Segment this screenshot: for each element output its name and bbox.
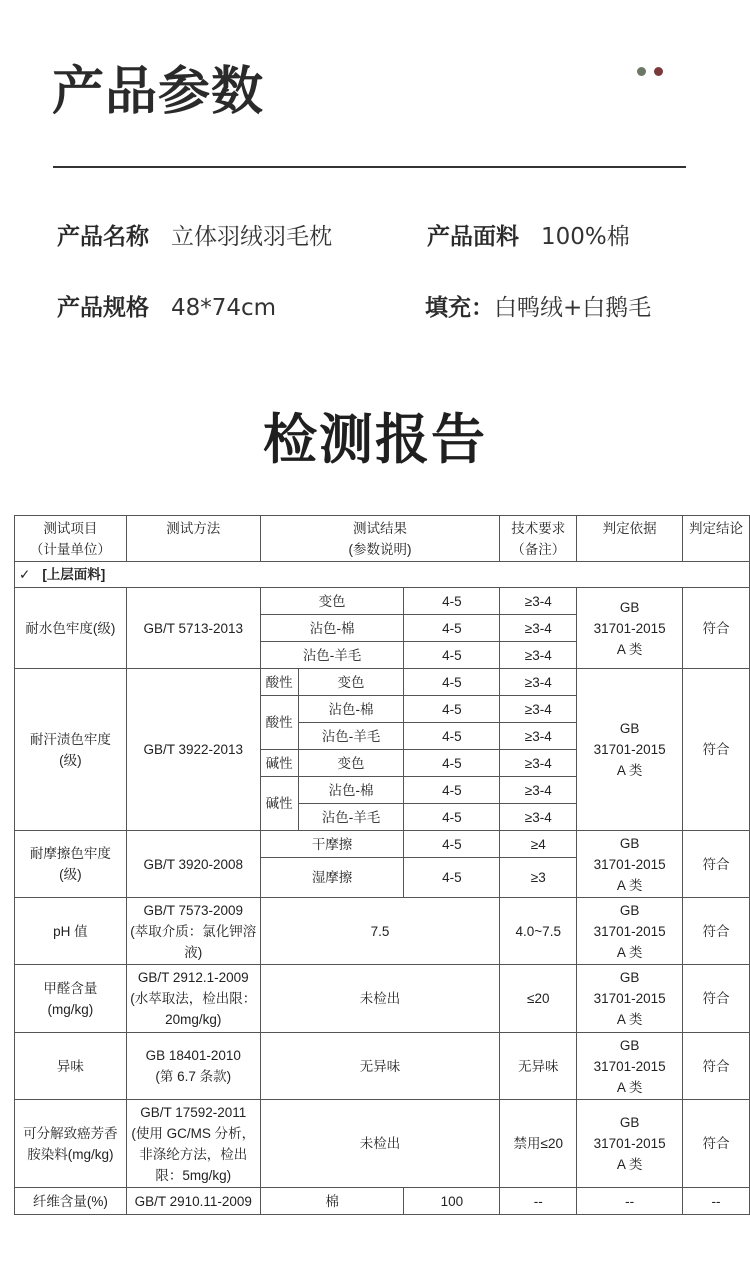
cell-conclusion: 符合 <box>683 898 750 965</box>
cell-value: 4-5 <box>404 696 500 723</box>
cell-item: 耐汗渍色牢度 (级) <box>15 669 127 831</box>
spec-label: 产品名称 <box>57 224 149 250</box>
cell-requirement: ≥3-4 <box>500 777 577 804</box>
cell-value: 4-5 <box>404 858 500 898</box>
cell-requirement: -- <box>500 1188 577 1215</box>
cell-item: pH 值 <box>15 898 127 965</box>
cell-requirement: ≥3-4 <box>500 669 577 696</box>
cell-conclusion: 符合 <box>683 965 750 1033</box>
cell-result: 变色 <box>298 669 404 696</box>
cell-conclusion: 符合 <box>683 1100 750 1188</box>
spec-fabric <box>427 221 630 253</box>
cell-basis: GB 31701-2015 A 类 <box>577 588 683 669</box>
header-item: 测试项目 （计量单位） <box>15 516 127 562</box>
spec-value: 立体羽绒羽毛枕 <box>171 224 332 250</box>
spec-product-name <box>57 221 332 253</box>
cell-requirement: ≥3-4 <box>500 588 577 615</box>
cell-item: 耐水色牢度(级) <box>15 588 127 669</box>
table-row <box>15 588 750 615</box>
cell-method: GB/T 2910.11-2009 <box>126 1188 260 1215</box>
test-report-table <box>14 515 750 1215</box>
cell-method: GB/T 7573-2009 (萃取介质：氯化钾溶 液) <box>126 898 260 965</box>
cell-value: 4-5 <box>404 750 500 777</box>
cell-requirement: ≥3 <box>500 858 577 898</box>
cell-result: 沾色-棉 <box>260 615 404 642</box>
cell-acid-label: 酸性 <box>260 696 298 750</box>
cell-method: GB 18401-2010 (第 6.7 条款) <box>126 1033 260 1100</box>
cell-acid-label: 酸性 <box>260 669 298 696</box>
cell-method: GB/T 2912.1-2009 (水萃取法，检出限： 20mg/kg) <box>126 965 260 1033</box>
cell-result: 湿摩擦 <box>260 858 404 898</box>
red-dot-icon <box>654 67 663 76</box>
cell-conclusion: -- <box>683 1188 750 1215</box>
cell-result: 棉 <box>260 1188 404 1215</box>
title-divider <box>53 166 686 168</box>
table-header-row <box>15 516 750 562</box>
spec-value: 白鸭绒+白鹅毛 <box>494 295 652 321</box>
cell-requirement: 无异味 <box>500 1033 577 1100</box>
header-conclusion: 判定结论 <box>683 516 750 562</box>
cell-requirement: ≤20 <box>500 965 577 1033</box>
table-row <box>15 1100 750 1188</box>
cell-requirement: 禁用≤20 <box>500 1100 577 1188</box>
cell-method: GB/T 17592-2011 (使用 GC/MS 分析， 非涤纶方法，检出 限：5mg/kg) <box>126 1100 260 1188</box>
cell-basis: GB 31701-2015 A 类 <box>577 669 683 831</box>
cell-basis: GB 31701-2015 A 类 <box>577 1033 683 1100</box>
cell-result: 沾色-羊毛 <box>298 804 404 831</box>
cell-value: 4-5 <box>404 777 500 804</box>
header-basis: 判定依据 <box>577 516 683 562</box>
cell-method: GB/T 5713-2013 <box>126 588 260 669</box>
cell-basis: -- <box>577 1188 683 1215</box>
cell-requirement: ≥3-4 <box>500 804 577 831</box>
spec-value: 48*74cm <box>171 295 277 321</box>
cell-item: 异味 <box>15 1033 127 1100</box>
spec-fill <box>425 292 651 324</box>
cell-value: 4-5 <box>404 831 500 858</box>
cell-result: 无异味 <box>260 1033 500 1100</box>
header-method: 测试方法 <box>126 516 260 562</box>
cell-alkali-label: 碱性 <box>260 750 298 777</box>
section-row <box>15 562 750 588</box>
cell-requirement: ≥3-4 <box>500 723 577 750</box>
cell-conclusion: 符合 <box>683 669 750 831</box>
cell-result: 沾色-羊毛 <box>298 723 404 750</box>
spec-label: 产品面料 <box>427 224 519 250</box>
cell-requirement: ≥4 <box>500 831 577 858</box>
spec-size <box>57 292 276 324</box>
cell-requirement: ≥3-4 <box>500 642 577 669</box>
cell-method: GB/T 3920-2008 <box>126 831 260 898</box>
table-row <box>15 1033 750 1100</box>
cell-item: 可分解致癌芳香 胺染料(mg/kg) <box>15 1100 127 1188</box>
cell-result: 变色 <box>298 750 404 777</box>
table-row <box>15 965 750 1033</box>
spec-label: 产品规格 <box>57 295 149 321</box>
table-row <box>15 1188 750 1215</box>
table-row <box>15 669 750 696</box>
green-dot-icon <box>637 67 646 76</box>
cell-result: 沾色-棉 <box>298 777 404 804</box>
cell-value: 4-5 <box>404 588 500 615</box>
cell-requirement: 4.0~7.5 <box>500 898 577 965</box>
cell-basis: GB 31701-2015 A 类 <box>577 898 683 965</box>
cell-conclusion: 符合 <box>683 1033 750 1100</box>
cell-method: GB/T 3922-2013 <box>126 669 260 831</box>
cell-basis: GB 31701-2015 A 类 <box>577 831 683 898</box>
cell-requirement: ≥3-4 <box>500 615 577 642</box>
cell-requirement: ≥3-4 <box>500 696 577 723</box>
cell-result: 未检出 <box>260 965 500 1033</box>
cell-value: 100 <box>404 1188 500 1215</box>
cell-conclusion: 符合 <box>683 588 750 669</box>
section-upper-fabric <box>15 562 750 588</box>
cell-value: 4-5 <box>404 723 500 750</box>
cell-value: 4-5 <box>404 669 500 696</box>
table-row <box>15 898 750 965</box>
product-params-title: 产品参数 <box>52 62 265 122</box>
spec-value: 100%棉 <box>541 224 630 250</box>
cell-basis: GB 31701-2015 A 类 <box>577 1100 683 1188</box>
cell-conclusion: 符合 <box>683 831 750 898</box>
spec-label: 填充： <box>425 295 494 321</box>
cell-item: 甲醛含量 (mg/kg) <box>15 965 127 1033</box>
decorative-dots <box>637 67 667 77</box>
check-icon: ✓ <box>19 567 31 582</box>
table-row <box>15 831 750 858</box>
cell-result: 未检出 <box>260 1100 500 1188</box>
report-title: 检测报告 <box>263 408 487 471</box>
cell-item: 耐摩擦色牢度 (级) <box>15 831 127 898</box>
cell-item: 纤维含量(%) <box>15 1188 127 1215</box>
cell-result: 干摩擦 <box>260 831 404 858</box>
cell-requirement: ≥3-4 <box>500 750 577 777</box>
cell-value: 4-5 <box>404 804 500 831</box>
cell-alkali-label: 碱性 <box>260 777 298 831</box>
cell-value: 4-5 <box>404 615 500 642</box>
header-requirement: 技术要求 （备注） <box>500 516 577 562</box>
cell-value: 4-5 <box>404 642 500 669</box>
section-label: [上层面料] <box>42 567 106 582</box>
cell-result: 变色 <box>260 588 404 615</box>
cell-basis: GB 31701-2015 A 类 <box>577 965 683 1033</box>
cell-result: 沾色-棉 <box>298 696 404 723</box>
cell-result: 沾色-羊毛 <box>260 642 404 669</box>
header-result: 测试结果 (参数说明) <box>260 516 500 562</box>
cell-result: 7.5 <box>260 898 500 965</box>
